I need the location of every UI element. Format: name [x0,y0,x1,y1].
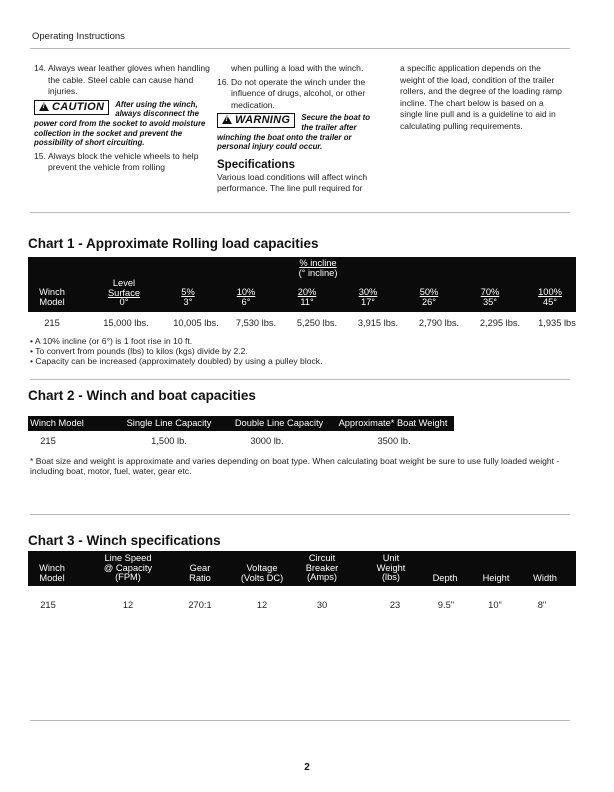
caution-text: After using the winch, always disconnect the power cord from the socket to avoid moisture collection in the socket and prevent the possibility of short circuiting. [34,99,206,148]
section-rule [30,212,570,213]
chart1-col-model: Winch Model [39,287,65,307]
alert-triangle-icon [222,115,232,124]
chart3-col-depth: Depth [432,573,458,583]
chart2-col-single: Single Line Capacity [126,418,212,428]
instruction-16: 16. Do not operate the winch under the influence of drugs, alcohol, or other medication. [217,76,366,110]
chart3-col-gear-ratio: Gear Ratio [189,563,211,583]
caution-label: !CAUTION [34,100,109,115]
chart3-col-voltage: Voltage (Volts DC) [240,563,284,583]
chart1-col-5: 5% 3° [181,287,195,307]
header-rule [30,48,570,49]
warning-label: !WARNING [217,113,295,128]
chart2-col-double: Double Line Capacity [234,418,324,428]
chart2-header-band [28,416,454,431]
chart3-col-model: Winch Model [39,563,65,583]
instruction-15-continued: when pulling a load with the winch. [231,63,364,73]
instructions-column-3 [400,63,566,133]
chart3-col-width: Width [533,573,557,583]
chart1-cell-10: 7,530 lbs. [235,318,277,328]
chart1-note: • A 10% incline (or 6°) is 1 foot rise in 10 ft. [30,336,193,346]
chart1-col-100: 100% 45° [538,287,562,307]
specifications-text-continued: a specific application depends on the weight of the load, condition of the trailer rollers, and the degree of the loading ramp incline. The chart below is based on a single line pull and is a guideline to aid in calculating pulling requirements. [400,63,562,131]
chart1-cell-level: 15,000 lbs. [103,318,149,328]
warning-block [217,113,383,151]
chart1-col-70: 70% 35° [480,287,500,307]
chart1-cell-model: 215 [44,318,60,328]
instructions-column-2 [217,63,383,195]
chart1-col-20: 20% 11° [297,287,317,307]
section-rule [30,514,570,515]
chart1-cell-70: 2,295 lbs. [479,318,521,328]
chart2-cell-single: 1,500 lb. [151,436,187,446]
chart3-cell-height: 10" [488,600,502,610]
chart3-cell-breaker: 30 [316,600,328,610]
chart3-cell-line-speed: 12 [122,600,134,610]
instruction-15: 15. Always block the vehicle wheels to help prevent the vehicle from rolling [34,150,199,173]
chart3-cell-model: 215 [40,600,56,610]
chart1-notes [30,336,570,366]
chart1-note: • Capacity can be increased (approximately doubled) by using a pulley block. [30,356,323,366]
chart3-header-band [28,551,576,586]
chart1-cell-20: 5,250 lbs. [296,318,338,328]
caution-block [34,100,212,148]
chart3-col-unit-weight: Unit Weight (lbs) [376,553,406,583]
chart2-note: * Boat size and weight is approximate and varies depending on boat type. When calculating boat weight be sure to use fully loaded weight - including boat, motor, fuel, water, gear etc. [30,456,560,476]
chart1-col-level: Level Surface 0° [107,278,141,308]
alert-triangle-icon [39,102,49,111]
chart1-col-30: 30% 17° [358,287,378,307]
chart1-col-50: 50% 26° [419,287,439,307]
chart1-incline-header: % incline (° incline) [298,258,338,278]
specifications-heading: Specifications [217,158,295,171]
chart1-cell-100: 1,935 lbs [538,318,576,328]
chart1-note: • To convert from pounds (lbs) to kilos (kgs) divide by 2.2. [30,346,248,356]
chart2-col-model: Winch Model [30,418,84,428]
section-rule [30,379,570,380]
chart2-cell-double: 3000 lb. [250,436,284,446]
page-number: 2 [304,762,310,773]
chart1-cell-30: 3,915 lbs. [357,318,399,328]
specifications-text: Various load conditions will affect winch performance. The line pull required for [217,171,368,194]
instructions-column-1 [34,63,212,174]
chart2-title: Chart 2 - Winch and boat capacities [28,388,256,403]
chart1-cell-50: 2,790 lbs. [418,318,460,328]
chart3-col-height: Height [482,573,510,583]
chart1-title: Chart 1 - Approximate Rolling load capacities [28,236,319,251]
chart3-cell-gear-ratio: 270:1 [188,600,212,610]
chart3-cell-unit-weight: 23 [389,600,401,610]
instruction-14: 14. Always wear leather gloves when handling the cable. Steel cable can cause hand injuries. [34,63,210,97]
warning-text: Secure the boat to the trailer after winching the boat onto the trailer or personal injury could occur. [217,113,371,152]
chart3-col-breaker: Circuit Breaker (Amps) [305,553,339,583]
chart3-col-line-speed: Line Speed @ Capacity (FPM) [103,553,153,583]
chart3-title: Chart 3 - Winch specifications [28,533,221,548]
page-header: Operating Instructions [32,31,125,42]
chart3-cell-voltage: 12 [256,600,268,610]
footer-rule [30,720,570,721]
chart2-cell-model: 215 [40,436,56,446]
chart2-col-boat-weight: Approximate* Boat Weight [338,418,448,428]
chart1-col-10: 10% 6° [236,287,256,307]
chart2-cell-boat-weight: 3500 lb. [377,436,411,446]
chart3-cell-depth: 9.5" [437,600,455,610]
chart1-cell-5: 10,005 lbs. [173,318,219,328]
chart1-header-band [28,257,576,312]
chart3-cell-width: 8" [537,600,547,610]
